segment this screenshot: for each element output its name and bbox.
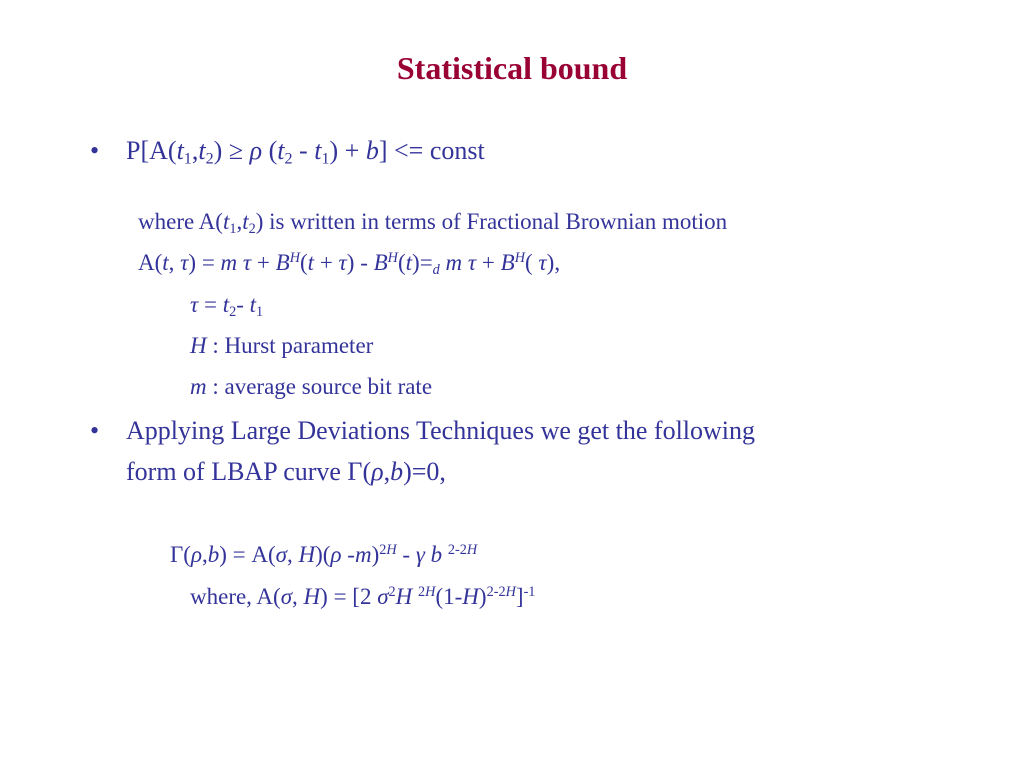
equation-probability-bound: $P[A(t_1,t_2) \ge \rho$ $(t_2 - t_1) + b$] <= const: [126, 136, 485, 168]
bullet-ldt-line-2: form of LBAP curve Γ(ρ,b)=0,: [126, 457, 446, 486]
bullet-marker-2: •: [90, 416, 100, 445]
equation-a-definition: where, A(σ, H) = [2 $\sigma^2H$ $^{2H}(1-H)^{2-2H}]^{-1}$: [190, 584, 536, 609]
bullet-marker-1: •: [90, 136, 100, 165]
bitrate-definition: m : average source bit rate: [190, 374, 433, 399]
where-fbm-text: where $A(t_1,t_2)$ is written in terms of Fractional Brownian motion: [138, 209, 728, 237]
equation-arrival-process: A(t, τ) = m $\tau + B^H(t + \tau) - B^H(t)=_d$ m $\tau + B^H$( τ),: [138, 250, 561, 278]
equation-lbap-curve: Γ(ρ,b) = A(σ, H)(ρ -m)$^{2H}$ - γ b $^{2-2H}$: [170, 542, 478, 567]
slide-title: Statistical bound: [396, 50, 628, 86]
tau-definition: $\tau = t_2-$ $t_1$: [190, 292, 264, 320]
hurst-definition: H : Hurst parameter: [190, 333, 374, 358]
bullet-ldt-line-1: Applying Large Deviations Techniques we get the following: [126, 416, 756, 445]
